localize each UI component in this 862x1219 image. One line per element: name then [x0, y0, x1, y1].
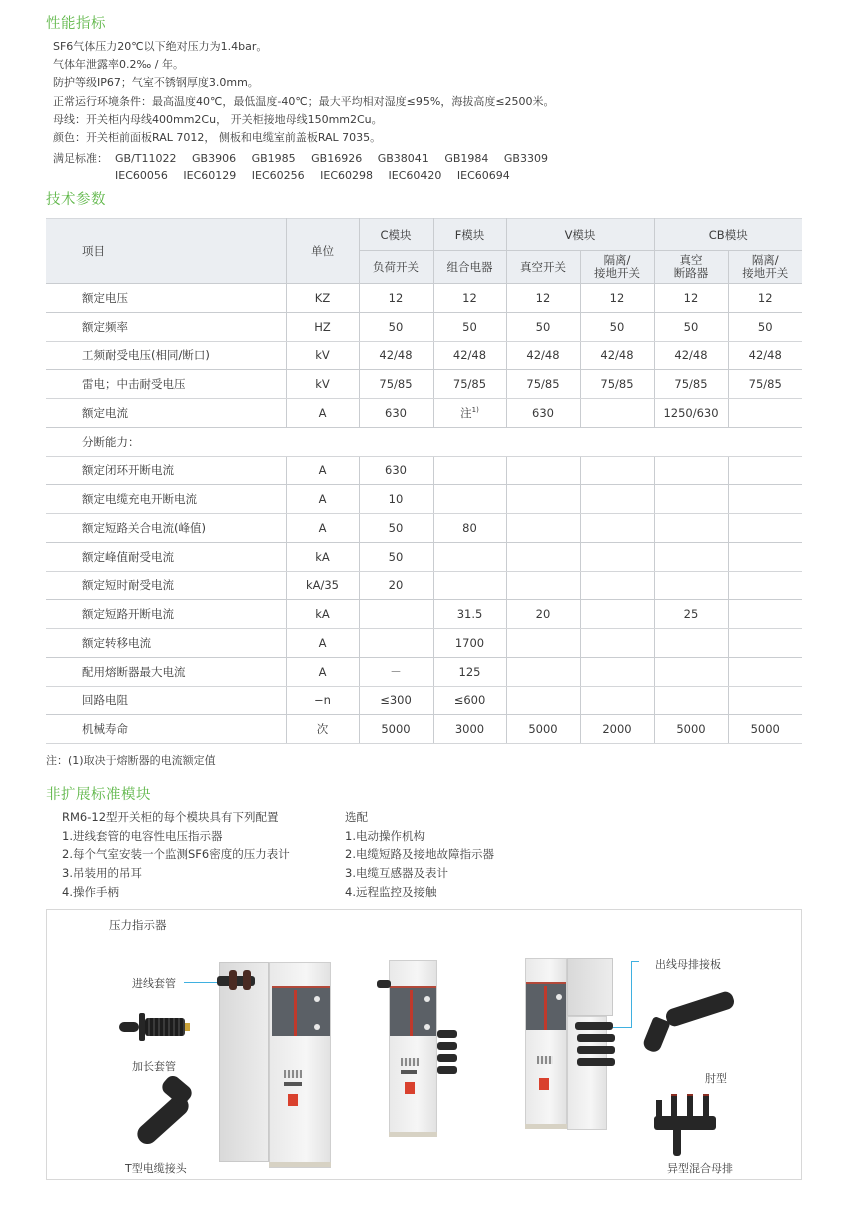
cell-value: 125 — [433, 657, 506, 686]
table-row — [46, 284, 802, 313]
cell-item: 额定闭环开断电流 — [46, 456, 286, 485]
cell-value: 31.5 — [433, 600, 506, 629]
cell-value: ≤600 — [433, 686, 506, 715]
cell-unit: kA — [286, 542, 359, 571]
cell-item: 额定转移电流 — [46, 629, 286, 658]
list-item: 4.远程监控及接触 — [345, 884, 437, 899]
cell-unit: 次 — [286, 715, 359, 744]
label-hybrid-busbar: 异型混合母排 — [667, 1162, 733, 1175]
table-row — [46, 629, 802, 658]
standards-label: 满足标准： — [53, 152, 108, 165]
cell-value — [433, 399, 506, 428]
cell-item: 雷电；中击耐受电压 — [46, 370, 286, 399]
technical-spec-table — [46, 218, 802, 744]
cell-value — [654, 542, 728, 571]
label-pressure-indicator: 压力指示器 — [109, 918, 167, 932]
cell-value: 25 — [654, 600, 728, 629]
modules-title: 非扩展标准模块 — [46, 787, 151, 803]
leader-line — [631, 961, 639, 962]
table-row — [46, 456, 802, 485]
list-item: 1.电动操作机构 — [345, 828, 425, 843]
cell-item: 额定频率 — [46, 312, 286, 341]
cell-item: 机械寿命 — [46, 715, 286, 744]
table-row — [46, 514, 802, 543]
cell-value: 75/85 — [433, 370, 506, 399]
cell-value: 42/48 — [728, 341, 802, 370]
list-item: 3.电缆互感器及表计 — [345, 866, 448, 881]
cell-value: 75/85 — [580, 370, 654, 399]
cell-value: 75/85 — [728, 370, 802, 399]
cell-value: 42/48 — [506, 341, 580, 370]
cell-value — [433, 456, 506, 485]
cell-value — [654, 571, 728, 600]
standard-code: IEC60694 — [456, 169, 510, 182]
cell-value — [359, 629, 433, 658]
cell-value: 12 — [506, 284, 580, 313]
label-t-connector: T型电缆接头 — [125, 1162, 187, 1175]
standards-block — [53, 150, 560, 184]
cell-value: 5000 — [359, 715, 433, 744]
standard-config-list — [62, 808, 290, 902]
cell-value: 12 — [728, 284, 802, 313]
cell-value: 5000 — [506, 715, 580, 744]
cell-item: 额定短路开断电流 — [46, 600, 286, 629]
cell-value: 12 — [359, 284, 433, 313]
cell-value — [728, 657, 802, 686]
cell-value — [580, 657, 654, 686]
cell-unit: A — [286, 485, 359, 514]
cell-value: 75/85 — [506, 370, 580, 399]
cell-unit: HZ — [286, 312, 359, 341]
cell-value: 630 — [506, 399, 580, 428]
table-row — [46, 399, 802, 428]
cell-item: 额定短路关合电流(峰值) — [46, 514, 286, 543]
header-module-c: C模块 — [359, 219, 433, 251]
header-item: 项目 — [46, 219, 286, 284]
spec-line: 颜色：开关柜前面板RAL 7012， 侧板和电缆室前盖板RAL 7035。 — [53, 131, 382, 145]
cell-value: 50 — [506, 312, 580, 341]
spec-line: 防护等级IP67；气室不锈钢厚度3.0mm。 — [53, 76, 259, 90]
cell-value — [580, 456, 654, 485]
cell-value — [654, 456, 728, 485]
product-figure — [46, 909, 802, 1180]
optional-config-heading: 选配 — [345, 810, 368, 824]
cell-value — [728, 399, 802, 428]
cell-value — [506, 485, 580, 514]
table-row — [46, 571, 802, 600]
subheader: 隔离/ 接地开关 — [580, 251, 654, 284]
leader-line — [631, 961, 632, 1027]
label-extended-bushing: 加长套管 — [132, 1060, 176, 1073]
cell-value: 3000 — [433, 715, 506, 744]
cell-value: 12 — [433, 284, 506, 313]
cell-item: 额定电缆充电开断电流 — [46, 485, 286, 514]
cell-item: 额定短时耐受电流 — [46, 571, 286, 600]
cell-value — [580, 514, 654, 543]
cell-value — [359, 600, 433, 629]
cell-value: 1250/630 — [654, 399, 728, 428]
table-row — [46, 542, 802, 571]
standard-code: IEC60420 — [388, 169, 442, 182]
cell-value — [728, 600, 802, 629]
cell-value: 75/85 — [654, 370, 728, 399]
cell-value — [728, 629, 802, 658]
cell-value: 2000 — [580, 715, 654, 744]
standard-code: GB3906 — [192, 152, 237, 165]
cell-unit: A — [286, 456, 359, 485]
list-item: 1.进线套管的电容性电压指示器 — [62, 828, 223, 843]
cell-value — [728, 485, 802, 514]
cell-value — [728, 456, 802, 485]
cell-value — [728, 686, 802, 715]
cell-item: 工频耐受电压(相同/断口) — [46, 341, 286, 370]
leader-line — [613, 1027, 632, 1028]
cell-value — [728, 542, 802, 571]
cell-value — [654, 686, 728, 715]
cell-value: 80 — [433, 514, 506, 543]
cell-value: 42/48 — [654, 341, 728, 370]
cell-value: 50 — [580, 312, 654, 341]
cell-unit: kA/35 — [286, 571, 359, 600]
cell-item: 配用熔断器最大电流 — [46, 657, 286, 686]
note-marker: 注 — [460, 405, 472, 420]
cell-value — [580, 629, 654, 658]
spec-table-body — [46, 284, 802, 744]
cell-unit: kV — [286, 370, 359, 399]
cell-value: ≤300 — [359, 686, 433, 715]
table-row — [46, 686, 802, 715]
header-unit: 单位 — [286, 219, 359, 284]
cell-value: 630 — [359, 456, 433, 485]
performance-spec-list — [53, 38, 555, 147]
label-incoming-bushing: 进线套管 — [132, 977, 176, 990]
cell-value — [580, 542, 654, 571]
cell-unit: kV — [286, 341, 359, 370]
table-row — [46, 370, 802, 399]
table-group-row — [46, 427, 802, 456]
header-module-cb: CB模块 — [654, 219, 802, 251]
cell-value: － — [359, 657, 433, 686]
list-item: 3.吊装用的吊耳 — [62, 866, 142, 881]
cell-unit: A — [286, 399, 359, 428]
spec-line: 正常运行环境条件：最高温度40℃，最低温度-40℃；最大平均相对湿度≤95%，海拔高度≤2500米。 — [53, 94, 555, 108]
cell-unit: A — [286, 514, 359, 543]
list-item: 2.每个气室安装一个监测SF6密度的压力表计 — [62, 847, 290, 862]
cell-item: 额定电流 — [46, 399, 286, 428]
cell-value: 42/48 — [580, 341, 654, 370]
cell-value — [433, 571, 506, 600]
standard-config-heading: RM6-12型开关柜的每个模块具有下列配置 — [62, 810, 279, 824]
performance-title: 性能指标 — [46, 16, 106, 32]
cell-value — [580, 485, 654, 514]
spec-line: 母线：开关柜内母线400mm2Cu， 开关柜接地母线150mm2Cu。 — [53, 112, 383, 126]
cell-item: 额定峰值耐受电流 — [46, 542, 286, 571]
cell-unit: −n — [286, 686, 359, 715]
cell-value: 630 — [359, 399, 433, 428]
cell-value — [433, 485, 506, 514]
standard-code: GB1985 — [251, 152, 296, 165]
cell-value — [580, 686, 654, 715]
standard-code: IEC60256 — [251, 169, 305, 182]
cell-value: 42/48 — [433, 341, 506, 370]
cell-value: 20 — [359, 571, 433, 600]
cell-value — [506, 686, 580, 715]
cell-unit: KZ — [286, 284, 359, 313]
cell-value — [506, 571, 580, 600]
cell-value: 50 — [433, 312, 506, 341]
label-outgoing-busbar-plate: 出线母排接板 — [655, 958, 721, 971]
list-item: 2.电缆短路及接地故障指示器 — [345, 847, 494, 862]
standard-code: GB3309 — [503, 152, 548, 165]
header-module-f: F模块 — [433, 219, 506, 251]
label-elbow-type: 肘型 — [705, 1072, 727, 1085]
cell-value: 10 — [359, 485, 433, 514]
cell-value: 50 — [654, 312, 728, 341]
table-footnote: 注：(1)取决于熔断器的电流额定值 — [46, 754, 216, 767]
standard-code: IEC60056 — [115, 169, 168, 182]
subheader: 真空 断路器 — [654, 251, 728, 284]
standard-code: GB/T11022 — [115, 152, 177, 165]
spec-line: 气体年泄露率0.2‰ / 年。 — [53, 58, 184, 72]
cell-value — [580, 600, 654, 629]
cell-value: 12 — [654, 284, 728, 313]
spec-line: SF6气体压力20℃以下绝对压力为1.4bar。 — [53, 40, 268, 53]
cell-item: 额定电压 — [46, 284, 286, 313]
note-superscript: 1) — [471, 405, 479, 414]
cell-value — [580, 399, 654, 428]
cell-value: 50 — [359, 542, 433, 571]
table-row — [46, 600, 802, 629]
cell-value: 5000 — [728, 715, 802, 744]
cell-value: 12 — [580, 284, 654, 313]
cell-value — [506, 657, 580, 686]
cell-value: 42/48 — [359, 341, 433, 370]
standard-code: GB1984 — [444, 152, 489, 165]
subheader: 组合电器 — [433, 251, 506, 284]
subheader: 真空开关 — [506, 251, 580, 284]
cell-value — [506, 629, 580, 658]
cell-value: 5000 — [654, 715, 728, 744]
standard-code: IEC60298 — [320, 169, 373, 182]
cell-value — [433, 542, 506, 571]
header-module-v: V模块 — [506, 219, 654, 251]
cell-value — [654, 657, 728, 686]
cell-value: 20 — [506, 600, 580, 629]
cell-value: 50 — [359, 312, 433, 341]
table-row — [46, 715, 802, 744]
cell-value: 50 — [359, 514, 433, 543]
table-row — [46, 657, 802, 686]
cell-value — [580, 571, 654, 600]
cell-value — [506, 514, 580, 543]
cell-unit: A — [286, 629, 359, 658]
standard-code: IEC60129 — [183, 169, 237, 182]
subheader: 负荷开关 — [359, 251, 433, 284]
optional-config-list — [345, 808, 494, 902]
cell-value: 50 — [728, 312, 802, 341]
cell-value — [654, 514, 728, 543]
standard-code: GB38041 — [377, 152, 429, 165]
table-row — [46, 341, 802, 370]
cell-value — [654, 629, 728, 658]
technical-title: 技术参数 — [46, 192, 106, 208]
cell-value: 75/85 — [359, 370, 433, 399]
cell-value — [506, 542, 580, 571]
cell-item: 回路电阻 — [46, 686, 286, 715]
subheader: 隔离/ 接地开关 — [728, 251, 802, 284]
cell-value — [506, 456, 580, 485]
table-row — [46, 485, 802, 514]
list-item: 4.操作手柄 — [62, 884, 119, 899]
cell-unit: kA — [286, 600, 359, 629]
cell-value — [654, 485, 728, 514]
cell-value: 1700 — [433, 629, 506, 658]
group-label: 分断能力： — [46, 427, 802, 456]
cell-unit: A — [286, 657, 359, 686]
cell-value — [728, 571, 802, 600]
standard-code: GB16926 — [311, 152, 363, 165]
cell-value — [728, 514, 802, 543]
table-row — [46, 312, 802, 341]
